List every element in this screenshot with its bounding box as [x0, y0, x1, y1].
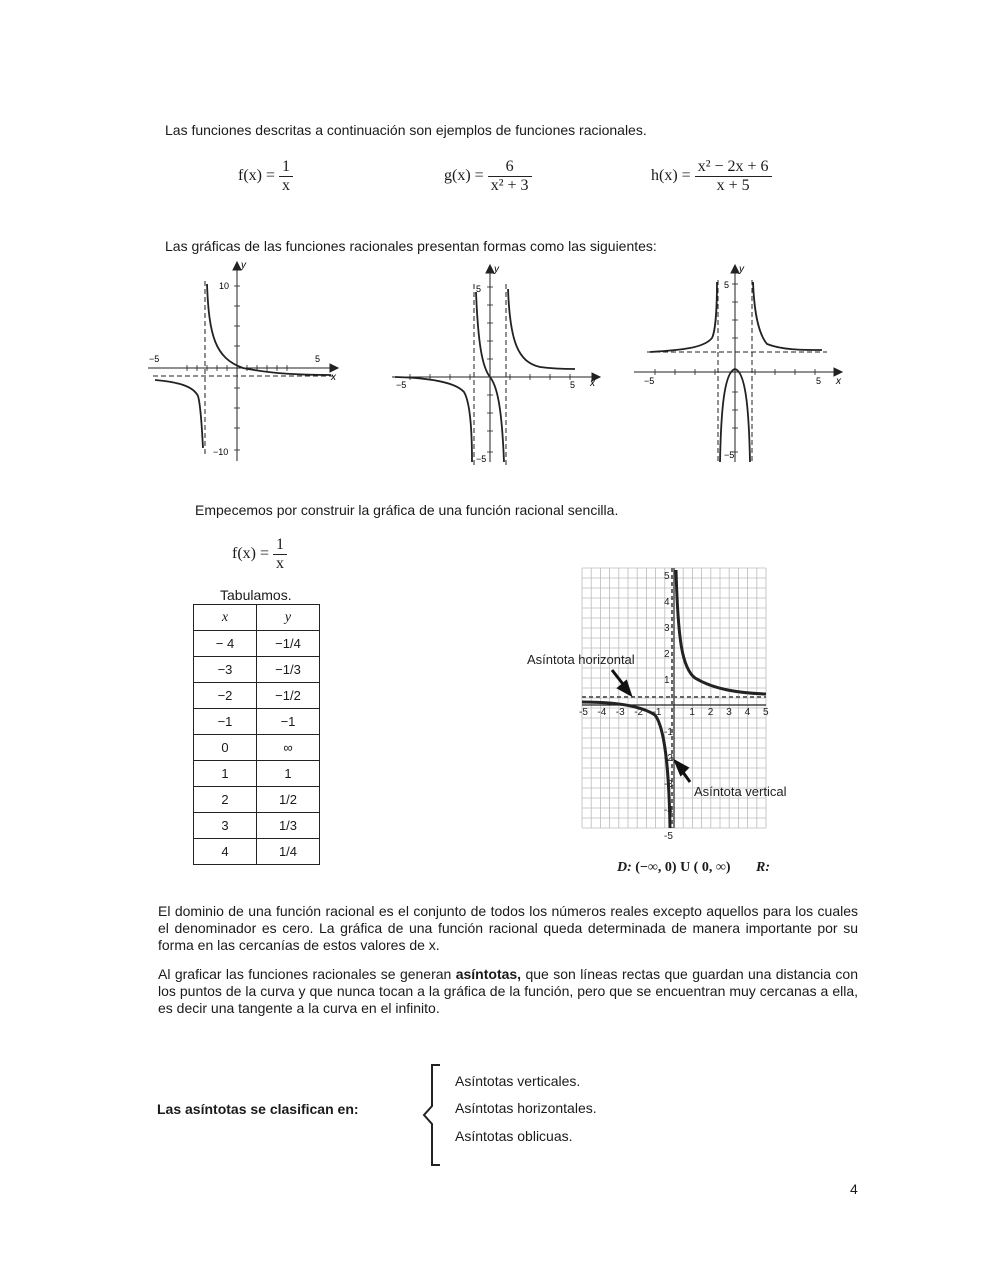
classification-item-vertical: Asíntotas verticales.	[455, 1073, 581, 1089]
graph-3-ybot: −5	[724, 450, 735, 460]
grid-y-tick-label: 2	[664, 649, 670, 660]
grid-x-tick-label: -5	[579, 707, 588, 718]
grid-y-tick-label: -2	[664, 753, 673, 764]
construct-intro-text: Empecemos por construir la gráfica de una función racional sencilla.	[195, 502, 619, 518]
graph-1-x-label: x	[331, 372, 336, 383]
graph-3	[632, 262, 852, 470]
formula-f: f(x) = $\frac{1}{x}$	[238, 158, 293, 195]
label-asintota-horizontal: Asíntota horizontal	[527, 652, 635, 667]
grid-x-tick-label: 4	[744, 707, 751, 718]
graph-3-x-label: x	[836, 376, 841, 387]
classification-item-horizontal: Asíntotas horizontales.	[455, 1100, 597, 1116]
page-number: 4	[850, 1181, 858, 1197]
domain-label: D:	[617, 860, 632, 875]
grid-y-tick-label: 5	[664, 571, 670, 582]
table-cell: 1/3	[257, 813, 320, 839]
domain-value: (−∞, 0) U ( 0, ∞)	[635, 860, 731, 875]
table-cell: 0	[194, 735, 257, 761]
table-row	[194, 839, 320, 865]
grid-x-tick-label: 2	[707, 707, 714, 718]
table-row	[194, 735, 320, 761]
table-cell: −1/4	[257, 631, 320, 657]
table-cell: 1/2	[257, 787, 320, 813]
graph-3-xneg: −5	[644, 376, 655, 386]
table-cell: −3	[194, 657, 257, 683]
value-table	[193, 604, 320, 865]
graph-2-x-label: x	[590, 378, 595, 389]
table-cell: − 4	[194, 631, 257, 657]
grid-x-tick-label: 5	[763, 707, 769, 718]
table-row	[194, 631, 320, 657]
graph-2-xpos: 5	[570, 380, 576, 390]
grid-y-tick-label: 3	[664, 623, 670, 634]
table-row	[194, 709, 320, 735]
graph-1-xneg: −5	[149, 354, 160, 364]
table-cell: 2	[194, 787, 257, 813]
label-asintota-vertical: Asíntota vertical	[694, 784, 787, 799]
grid-y-tick-label: -1	[664, 727, 673, 738]
table-row	[194, 787, 320, 813]
graphs-intro-text: Las gráficas de las funciones racionales presentan formas como las siguientes:	[165, 238, 657, 254]
table-cell: 1/4	[257, 839, 320, 865]
range-label: R:	[755, 860, 770, 875]
graph-2-ybot: −5	[476, 454, 487, 464]
table-header-x: x	[194, 605, 257, 631]
grid-x-tick-label: -2	[634, 707, 644, 718]
classification-item-oblique: Asíntotas oblicuas.	[455, 1128, 573, 1144]
grid-x-tick-label: -4	[597, 707, 607, 718]
formula-h: h(x) = $\frac{\text{x² − 2x + 6}}{x + 5}$	[651, 158, 772, 195]
table-row	[194, 761, 320, 787]
curly-brace	[418, 1062, 448, 1168]
grid-x-tick-label: 1	[689, 707, 695, 718]
paragraph-asintotas-post: que son líneas rectas que guardan una distancia con los puntos de la curva y que nunca tocan a la gráfica de la función, pero que se encuentran muy cercanas a ella, es decir una tangente a la curva en el infinito.	[158, 966, 858, 1016]
table-cell: 1	[257, 761, 320, 787]
paragraph-domain: El dominio de una función racional es el conjunto de todos los números reales excepto aquellos para los cuales el denominador es cero. La gráfica de una función racional queda determinada de manera importante por su forma en las cercanías de estos valores de x.	[158, 903, 858, 953]
table-header-y: y	[257, 605, 320, 631]
graph-1-ytop: 10	[219, 281, 230, 291]
grid-x-tick-label: -1	[652, 707, 662, 718]
graph-1-y-label: y	[241, 260, 246, 271]
grid-y-tick-label: -4	[664, 805, 673, 816]
paragraph-asintotas	[158, 966, 858, 1017]
table-row	[194, 657, 320, 683]
grid-graph	[520, 560, 810, 842]
graph-2-y-label: y	[494, 264, 499, 275]
graph-2-ytop: 5	[476, 284, 482, 294]
formula-g: g(x) = $\frac{6}{\text{x² + 3}}$	[444, 158, 532, 195]
graph-3-xpos: 5	[816, 376, 822, 386]
grid-x-tick-label: 3	[726, 707, 732, 718]
table-cell: −1/3	[257, 657, 320, 683]
graph-3-y-label: y	[739, 264, 744, 275]
classification-label: Las asíntotas se clasifican en:	[157, 1101, 359, 1117]
grid-y-tick-label: 4	[664, 597, 670, 608]
table-cell: ∞	[257, 735, 320, 761]
graph-2-xneg: −5	[396, 380, 407, 390]
table-cell: 3	[194, 813, 257, 839]
paragraph-asintotas-pre: Al graficar las funciones racionales se generan	[158, 966, 456, 982]
grid-y-tick-label: -3	[664, 779, 673, 790]
graph-1	[143, 256, 343, 466]
graph-2	[390, 262, 605, 470]
table-row	[194, 813, 320, 839]
domain-range	[617, 860, 770, 876]
table-cell: −2	[194, 683, 257, 709]
table-row	[194, 683, 320, 709]
graph-1-ybot: −10	[213, 447, 229, 457]
graph-3-ytop: 5	[724, 280, 730, 290]
grid-x-tick-label: -3	[615, 707, 625, 718]
graph-1-xpos: 5	[315, 354, 321, 364]
grid-y-tick-label: -5	[664, 831, 673, 842]
table-cell: −1	[257, 709, 320, 735]
intro-text: Las funciones descritas a continuación son ejemplos de funciones racionales.	[165, 122, 647, 138]
paragraph-asintotas-bold: asíntotas,	[455, 966, 522, 982]
table-cell: 1	[194, 761, 257, 787]
grid-y-tick-label: 1	[664, 675, 670, 686]
simple-formula: f(x) = $\frac{1}{x}$	[232, 536, 287, 573]
table-cell: −1	[194, 709, 257, 735]
table-caption: Tabulamos.	[220, 587, 292, 603]
table-cell: −1/2	[257, 683, 320, 709]
table-cell: 4	[194, 839, 257, 865]
